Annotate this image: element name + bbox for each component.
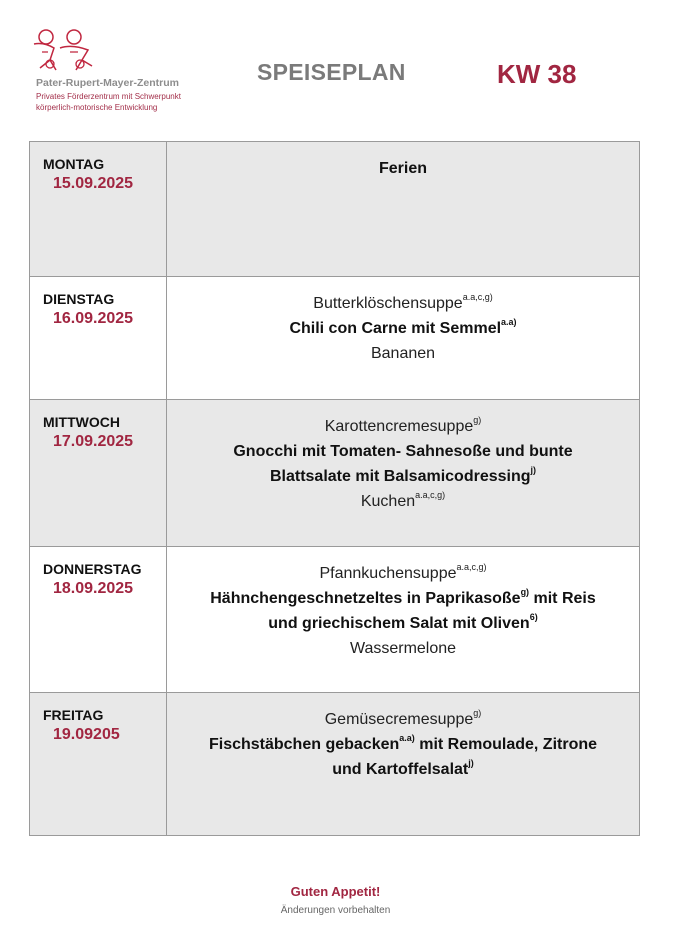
main-dish: Fischstäbchen gebacken$^{a.a)}$ mit Remoulade, Zitrone (208, 732, 598, 753)
org-subtitle-1: Privates Förderzentrum mit Schwerpunkt (36, 92, 181, 101)
menu-cell (167, 693, 640, 836)
week-number: KW 38 (497, 59, 577, 89)
menu-table (29, 141, 640, 836)
org-subtitle-2: körperlich-motorische Entwicklung (36, 103, 158, 112)
day-date: 15.09.2025 (53, 175, 134, 192)
day-date: 16.09.2025 (53, 310, 134, 327)
allergen-note: a.a) (399, 732, 415, 743)
day-cell (30, 400, 167, 547)
allergen-note: a.a,c,g) (415, 489, 446, 500)
allergen-note: a.a,c,g) (456, 561, 487, 572)
logo (30, 28, 200, 118)
allergen-note: 6) (529, 611, 538, 622)
menu-cell (167, 400, 640, 547)
footer-disclaimer: Änderungen vorbehalten (280, 905, 391, 916)
holiday-label: Ferien (378, 160, 427, 177)
table-row-friday (30, 693, 640, 836)
table-row-monday (30, 142, 640, 277)
main-dish-cont: Blattsalate mit Balsamicodressing$^{j)}$ (269, 464, 537, 485)
main-dish: Gnocchi mit Tomaten- Sahnesoße und bunte (233, 443, 573, 460)
main-dish: Hähnchengeschnetzeltes in Paprikasoße$^{g)}$ mit Reis (210, 586, 596, 607)
footer-greeting: Guten Appetit! (290, 884, 381, 899)
allergen-note: j) (468, 757, 474, 768)
soup-item: Pfannkuchensuppe$^{a.a,c,g)}$ (319, 561, 487, 582)
allergen-note: j) (530, 464, 537, 475)
allergen-note: g) (473, 414, 482, 425)
day-date: 19.09205 (53, 726, 120, 743)
day-name: MITTWOCH (43, 414, 120, 430)
day-name: FREITAG (43, 707, 104, 723)
allergen-note: g) (473, 707, 482, 718)
day-name: DONNERSTAG (43, 561, 142, 577)
allergen-note: g) (520, 586, 530, 597)
day-date: 17.09.2025 (53, 433, 134, 450)
dessert-item: Bananen (370, 345, 436, 362)
day-name: DIENSTAG (43, 291, 115, 307)
day-name: MONTAG (43, 156, 105, 172)
allergen-note: a.a,c,g) (462, 291, 493, 302)
soup-item: Butterklöschensuppe$^{a.a,c,g)}$ (313, 291, 493, 312)
main-dish: Chili con Carne mit Semmel$^{a.a)}$ (289, 316, 517, 337)
table-row-wednesday (30, 400, 640, 547)
table-row-tuesday (30, 277, 640, 400)
menu-cell (167, 547, 640, 693)
day-cell (30, 547, 167, 693)
table-row-thursday (30, 547, 640, 693)
day-date: 18.09.2025 (53, 580, 134, 597)
main-dish-cont: und Kartoffelsalat$^{j)}$ (332, 757, 474, 778)
day-cell (30, 142, 167, 277)
menu-cell (167, 277, 640, 400)
dessert-item: Kuchen$^{a.a,c,g)}$ (360, 489, 446, 510)
main-dish-cont: und griechischem Salat mit Oliven$^{6)}$ (268, 611, 538, 632)
allergen-note: a.a) (501, 316, 517, 327)
day-cell (30, 277, 167, 400)
children-logo-icon (30, 28, 100, 76)
soup-item: Gemüsecremesuppe$^{g)}$ (324, 707, 482, 728)
org-name: Pater-Rupert-Mayer-Zentrum (36, 77, 179, 89)
soup-item: Karottencremesuppe$^{g)}$ (324, 414, 482, 435)
day-cell (30, 693, 167, 836)
dessert-item: Wassermelone (349, 640, 457, 657)
page-title: SPEISEPLAN (257, 59, 406, 85)
menu-cell (167, 142, 640, 277)
